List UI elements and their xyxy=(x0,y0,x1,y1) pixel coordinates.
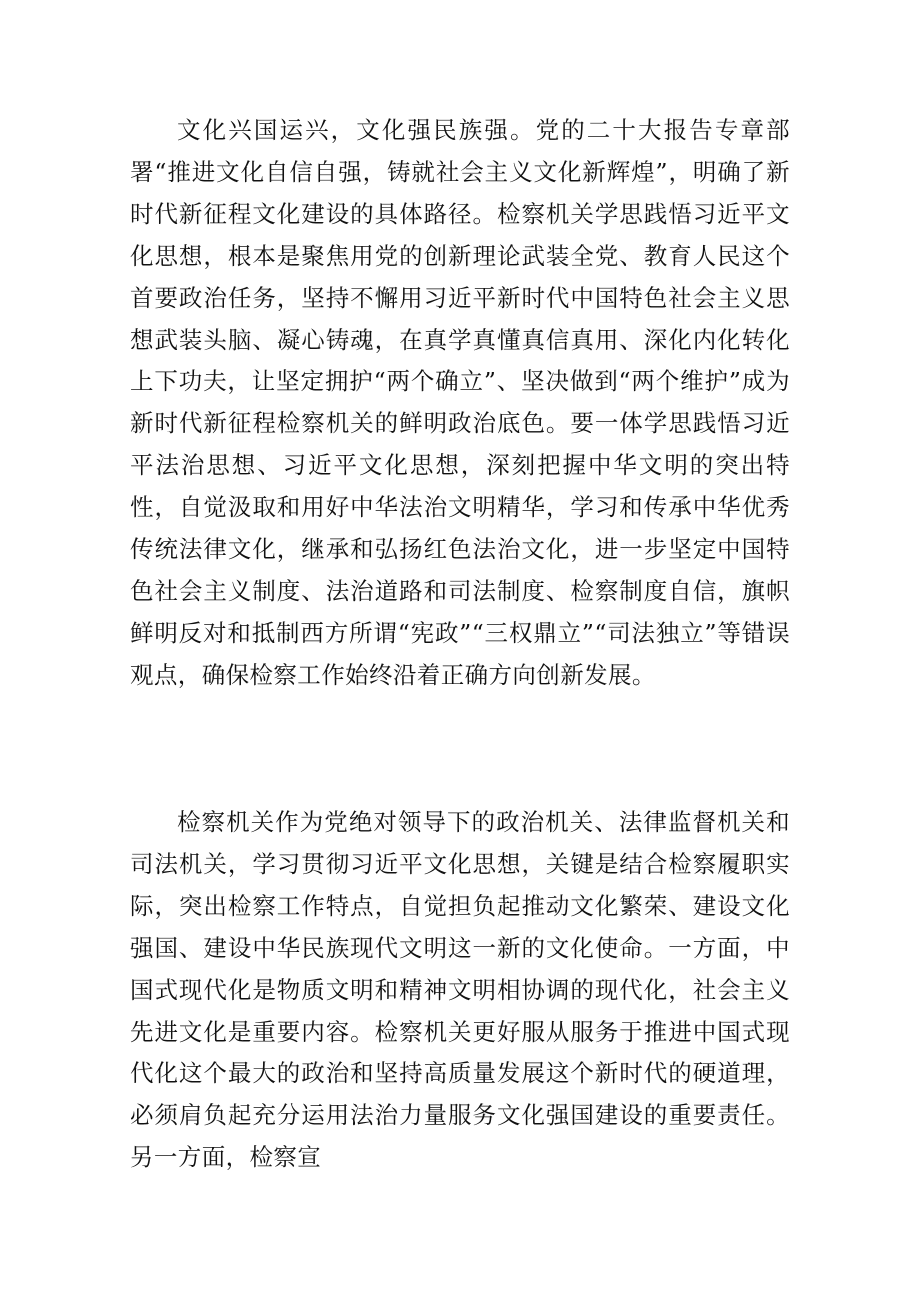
body-paragraph-2: 检察机关作为党绝对领导下的政治机关、法律监督机关和司法机关，学习贯彻习近平文化思想，关键是结合检察履职实际，突出检察工作特点，自觉担负起推动文化繁荣、建设文化强国、建设中华民族现代文明这一新的文化使命。一方面，中国式现代化是物质文明和精神文明相协调的现代化，社会主义先进文化是重要内容。检察机关更好服从服务于推进中国式现代化这个最大的政治和坚持高质量发展这个新时代的硬道理，必须肩负起充分运用法治力量服务文化强国建设的重要责任。另一方面，检察宣 xyxy=(130,808,790,1172)
body-paragraph-1: 文化兴国运兴，文化强民族强。党的二十大报告专章部署“推进文化自信自强，铸就社会主义文化新辉煌”，明确了新时代新征程文化建设的具体路径。检察机关学思践悟习近平文化思想，根本是聚焦用党的创新理论武装全党、教育人民这个首要政治任务，坚持不懈用习近平新时代中国特色社会主义思想武装头脑、凝心铸魂，在真学真懂真信真用、深化内化转化上下功夫，让坚定拥护“两个确立”、坚决做到“两个维护”成为新时代新征程检察机关的鲜明政治底色。要一体学思践悟习近平法治思想、习近平文化思想，深刻把握中华文明的突出特性，自觉汲取和用好中华法治文明精华，学习和传承中华优秀传统法律文化，继承和弘扬红色法治文化，进一步坚定中国特色社会主义制度、法治道路和司法制度、检察制度自信，旗帜鲜明反对和抵制西方所谓“宪政”“三权鼎立”“司法独立”等错误观点，确保检察工作始终沿着正确方向创新发展。 xyxy=(130,116,790,689)
